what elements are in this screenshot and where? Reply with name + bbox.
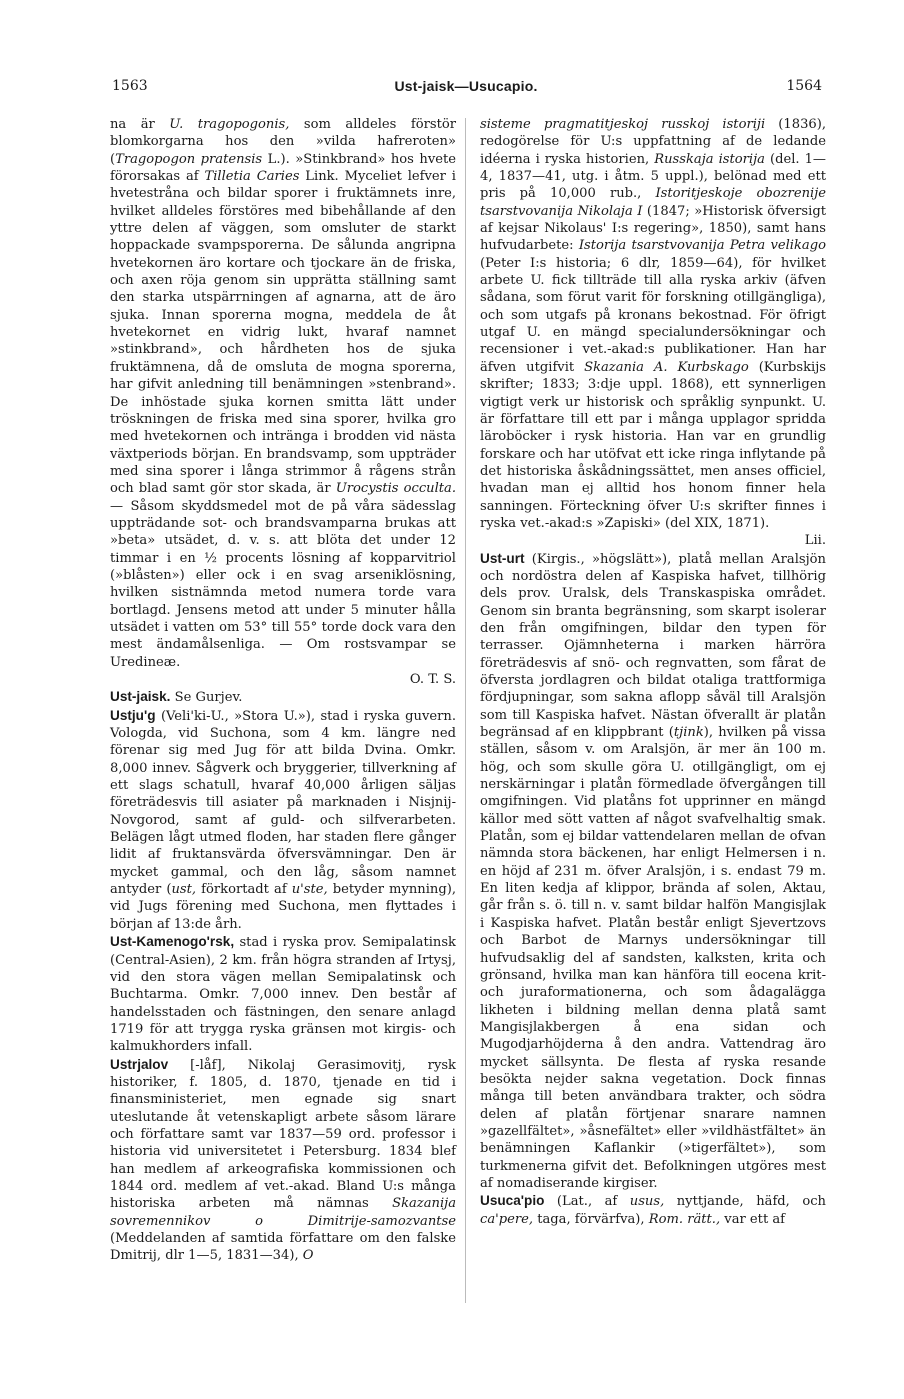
entry-text: (Lat., af bbox=[544, 1194, 630, 1210]
headword: Ust-jaisk. bbox=[110, 689, 171, 705]
italic-text: Tilletia Caries bbox=[204, 169, 300, 185]
italic-text: ca'pere, bbox=[480, 1211, 534, 1227]
entry-ustjug bbox=[110, 707, 456, 933]
text: Link. Myceliet lefver i hvetestråna och bildar sporer i fruktämnets inre, hvilket alldeles förstöres med bibehållande af den yttre delen af väggen, som omsluter de starkt hoppackade svampsporerna. De sålunda angripna hvetekornen äro kortare och tjockare än de friska, och axen röja genom sin upprätta ställning samt den starka utspärrningen af agnarna, att de äro sjuka. Innan sporerna mogna, meddela de åt hvetekornet en vidrig lukt, hvaraf namnet »stinkbrand», och hårdheten hos de sjuka fruktämnena, då de omsluta de mogna sporerna, har gifvit anledning till benämningen »stenbrand». De inhöstade sjuka kornen smitta lätt under tröskningen de friska med sina sporer, hvilka gro med hvetekornen och inträngа i brodden vid nästa växtperiods början. En brandsvamp, som uppträder med sina sporer i långa strimmor å rågens strån och blad samt gör stor skada, är bbox=[110, 169, 456, 497]
entry-text: [-låf], Nikolaj Gerasimovitj, rysk historiker, f. 1805, d. 1870, tjenade en tid i finansministeriet, men egnade sig snart uteslutande åt vetenskapligt arbete såsom lärare och författare samt var 1837—59 ord. professor i historia vid universitetet i Petersburg. 1834 blef han medlem af arkeografiska kommissionen och 1844 ord. medlem af vet.-akad. Bland U:s många historiska arbeten må nämnas bbox=[110, 1057, 456, 1212]
italic-text: tjink bbox=[673, 725, 704, 741]
headword: Usuca'pio bbox=[480, 1193, 545, 1209]
italic-text: Urocystis occulta. bbox=[335, 481, 456, 497]
entry-text: stad i ryska prov. Semipalatinsk (Central-Asien), 2 km. från högra stranden af Irtysj, vid den stora vägen mellan Semipalatinsk och Buchtarma. Omkr. 7,000 innev. Den består af handelsstaden och fästningen, den senare anlagd 1719 för att trygga ryska gränsen mot kirgis- och kalmukhorders infall. bbox=[110, 935, 456, 1055]
entry-text: förkortadt af bbox=[196, 882, 292, 898]
headword: Ust-urt bbox=[480, 550, 525, 566]
running-title: Ust-jaisk—Usucapio. bbox=[394, 78, 538, 94]
entry-ustrjalov bbox=[110, 1056, 456, 1265]
italic-text: Istoritjeskoje obozrenije tsarstvovanija Nikolaja I bbox=[480, 186, 826, 219]
author-signature: Lii. bbox=[804, 533, 826, 549]
text: L.). »Stinkbrand» hos hvete förorsakas af bbox=[110, 151, 456, 185]
entry-text: Se Gurjev. bbox=[170, 690, 243, 706]
text: na är bbox=[110, 117, 170, 132]
text: (Peter I:s historia; 6 dlr, 1859—64), för hvilket arbete U. fick tillträde till alla ryska arkiv (äfven sådana, som förut varit för forskning otillgängliga), och som utgafs på kronans bekostnad. För öfrigt utgaf U. en mängd specialundersökningar och recensioner i vet.-akad:s publikationer. Han har äfven utgifvit bbox=[480, 255, 826, 375]
italic-text: ust, bbox=[171, 882, 197, 898]
text: (Kurbskijs skrifter; 1833; 3:dje uppl. 1868), ett synnerligen vigtigt verk ur historisk och språklig synpunkt. U. är författare till ett par i många upplagor spridda läroböcker i rysk historia. Han var en grundlig forskare och har utöfvat ett icke ringa inflytande på det historiska åskådningssättet, men anses officiel, hvadan man ej alltid hos honom finner hela sanningen. Förteckning öfver U:s skrifter finnes i ryska vet.-akad:s »Zapiski» (del XIX, 1871). bbox=[480, 359, 826, 531]
entry-ust-urt bbox=[480, 550, 826, 1193]
entry-text: ), hvilken på vissa ställen, såsom v. om Aralsjön, är mer än 100 m. hög, och som skulle göra U. otillgängligt, om ej nerskärningar i platån förmedlade öfvergången till omgifningen. Vid platåns fot upprinner en mängd källor med sött vatten af något svafvelhaltig smak. Platån, som ej bildar vattendelaren mellan de ofvan nämnda stora bäckenen, har enligt Helmersen i n. en höjd af 231 m. öfver Aralsjön, i s. endast 79 m. En liten kedja af klippor, brända af solen, Aktau, går från s. ö. till n. v. samt bildar halfön Mangisjlak i Kaspiska hafvet. Platån består enligt Sjevertzovs och Barbot de Marnys undersökningar till hufvudsaklig del af sandsten, kalksten, krita och grönsand, hvilka man kan hänföra till eocena krit- och juraformationerna, och som ådagalägga likheten i bildning mellan denna platå samt Mangisjlakbergen å ena sidan och Mugodjarhöjderna å den andra. Vattendrag äro mycket sällsynta. De flesta af ryska resande besökta nejder sakna vegetation. Dock finnas många till beten användbara trakter, och södra delen af platån förtjenar snarare namnen »gazellfältet», »åsnefältet» eller »vildhästfältet» än benämningen Kaflankir (»tigerfältet»), som turkmenerna gifvit det. Befolkningen utgöres mest af nomadiserande kirgiser. bbox=[480, 725, 826, 1191]
italic-text: u'ste, bbox=[291, 882, 328, 898]
entry-text: taga, förvärfva), bbox=[533, 1211, 649, 1227]
text: — Såsom skyddsmedel mot de på våra sädesslag uppträdande sot- och brandsvamparna brukas att »beta» utsädet, d. v. s. att blöta det under 12 timmar i en ½ procents lösning af kopparvitriol (»blåsten») eller ock i en svag arseniklösning, hvilken sistnämnda metod numera torde vara bortlagd. Jensens metod att under 5 minuter hålla utsädet i vatten om 53° till 55° torde dock vara den mest ändamålsenliga. — Om rostsvampar se Uredineæ. bbox=[110, 498, 456, 670]
entry-text: betyder mynning), vid Jugs förening med Suchona, men flyttades i början af 13:de årh. bbox=[110, 882, 456, 932]
left-column bbox=[110, 116, 456, 1265]
entry-ust-jaisk bbox=[110, 688, 456, 706]
entry-text: (Kirgis., »högslätt»), platå mellan Aralsjön och nordöstra delen af Kaspiska hafvet, tillhörig dels prov. Uralsk, dels Transkaspiska området. Genom sin branta begränsning, som skarpt isolerar den från omgifningen, bildar den typen för terrasser. Ojämnheterna i marken härröra företrädesvis af snö- och regnvatten, som fårat de öfversta jordlagren och bildat otaliga trattformiga fördjupningar, som sakna aflopp såväl till Aralsjön som till Kaspiska hafvet. Nästan öfverallt är platån begränsad af en klippbrant ( bbox=[480, 551, 826, 741]
italic-text: Russkaja istorija bbox=[654, 151, 765, 167]
page-number-right: 1564 bbox=[786, 78, 822, 94]
entry-text: nyttjande, häfd, och bbox=[664, 1194, 826, 1210]
italic-text: sisteme pragmatitjeskoj russkoj istoriji bbox=[480, 117, 766, 132]
italic-text: Istorija tsarstvovanija Petra velikago bbox=[578, 238, 826, 254]
italic-text: Skazania A. Kurbskago bbox=[584, 359, 749, 375]
headword: Ust-Kamenogo'rsk, bbox=[110, 934, 235, 950]
right-column bbox=[480, 116, 826, 1228]
paragraph-brand-fungi bbox=[110, 116, 456, 688]
entry-text: var ett af bbox=[720, 1211, 786, 1227]
entry-usucapio bbox=[480, 1192, 826, 1228]
italic-text: O bbox=[302, 1248, 314, 1264]
text: (1847; »Historisk öfversigt af kejsar Nikolaus' I:s regering», 1850), samt hans hufvudarbete: bbox=[480, 203, 826, 254]
text: (1836), redogörelse för U:s uppfattning af de ledande idéerna i ryska historien, bbox=[480, 117, 826, 167]
entry-ustrjalov-continued bbox=[480, 116, 826, 550]
author-signature: O. T. S. bbox=[409, 672, 456, 687]
italic-text: Rom. rätt., bbox=[648, 1211, 721, 1227]
italic-text: usus, bbox=[629, 1194, 665, 1210]
page-header bbox=[110, 78, 822, 100]
italic-text: Tragopogon pratensis bbox=[115, 151, 263, 167]
italic-text: U. tragopogonis, bbox=[169, 117, 290, 132]
entry-text: (Veli'ki-U., »Stora U.»), stad i ryska guvern. Vologda, vid Suchona, som 4 km. längre ned förenar sig med Jug för att bilda Dvina. Omkr. 8,000 innev. Sågverk och bryggerier, tillverkning af ett slags schatull, hvaraf 40,000 årligen säljas företrädesvis till asiater på marknaden i Nisjnij-Novgorod, samt af guld- och silfverarbeten. Belägen lågt utmed floden, har staden flere gånger lidit af fruktansvärda öfversvämningar. Den är mycket gammal, och den låg, såsom namnet antyder ( bbox=[110, 708, 456, 898]
italic-text: Skazanija sovremennikov o Dimitrije-samozvantse bbox=[110, 1196, 456, 1229]
text: som alldeles förstör blomkorgarna hos den »vilda hafreroten» ( bbox=[110, 117, 456, 167]
page-number-left: 1563 bbox=[112, 78, 148, 94]
entry-text: (Meddelanden af samtida författare om den falske Dmitrij, dlr 1—5, 1831—34), bbox=[110, 1231, 456, 1264]
entry-ust-kamenogorsk bbox=[110, 933, 456, 1055]
text: (del. 1—4, 1837—41, utg. i åtm. 5 uppl.), belönad med ett pris på 10,000 rub., bbox=[480, 151, 827, 202]
headword: Ustrjalov bbox=[110, 1056, 169, 1072]
headword: Ustju'g bbox=[110, 707, 156, 723]
column-divider bbox=[465, 118, 466, 1303]
